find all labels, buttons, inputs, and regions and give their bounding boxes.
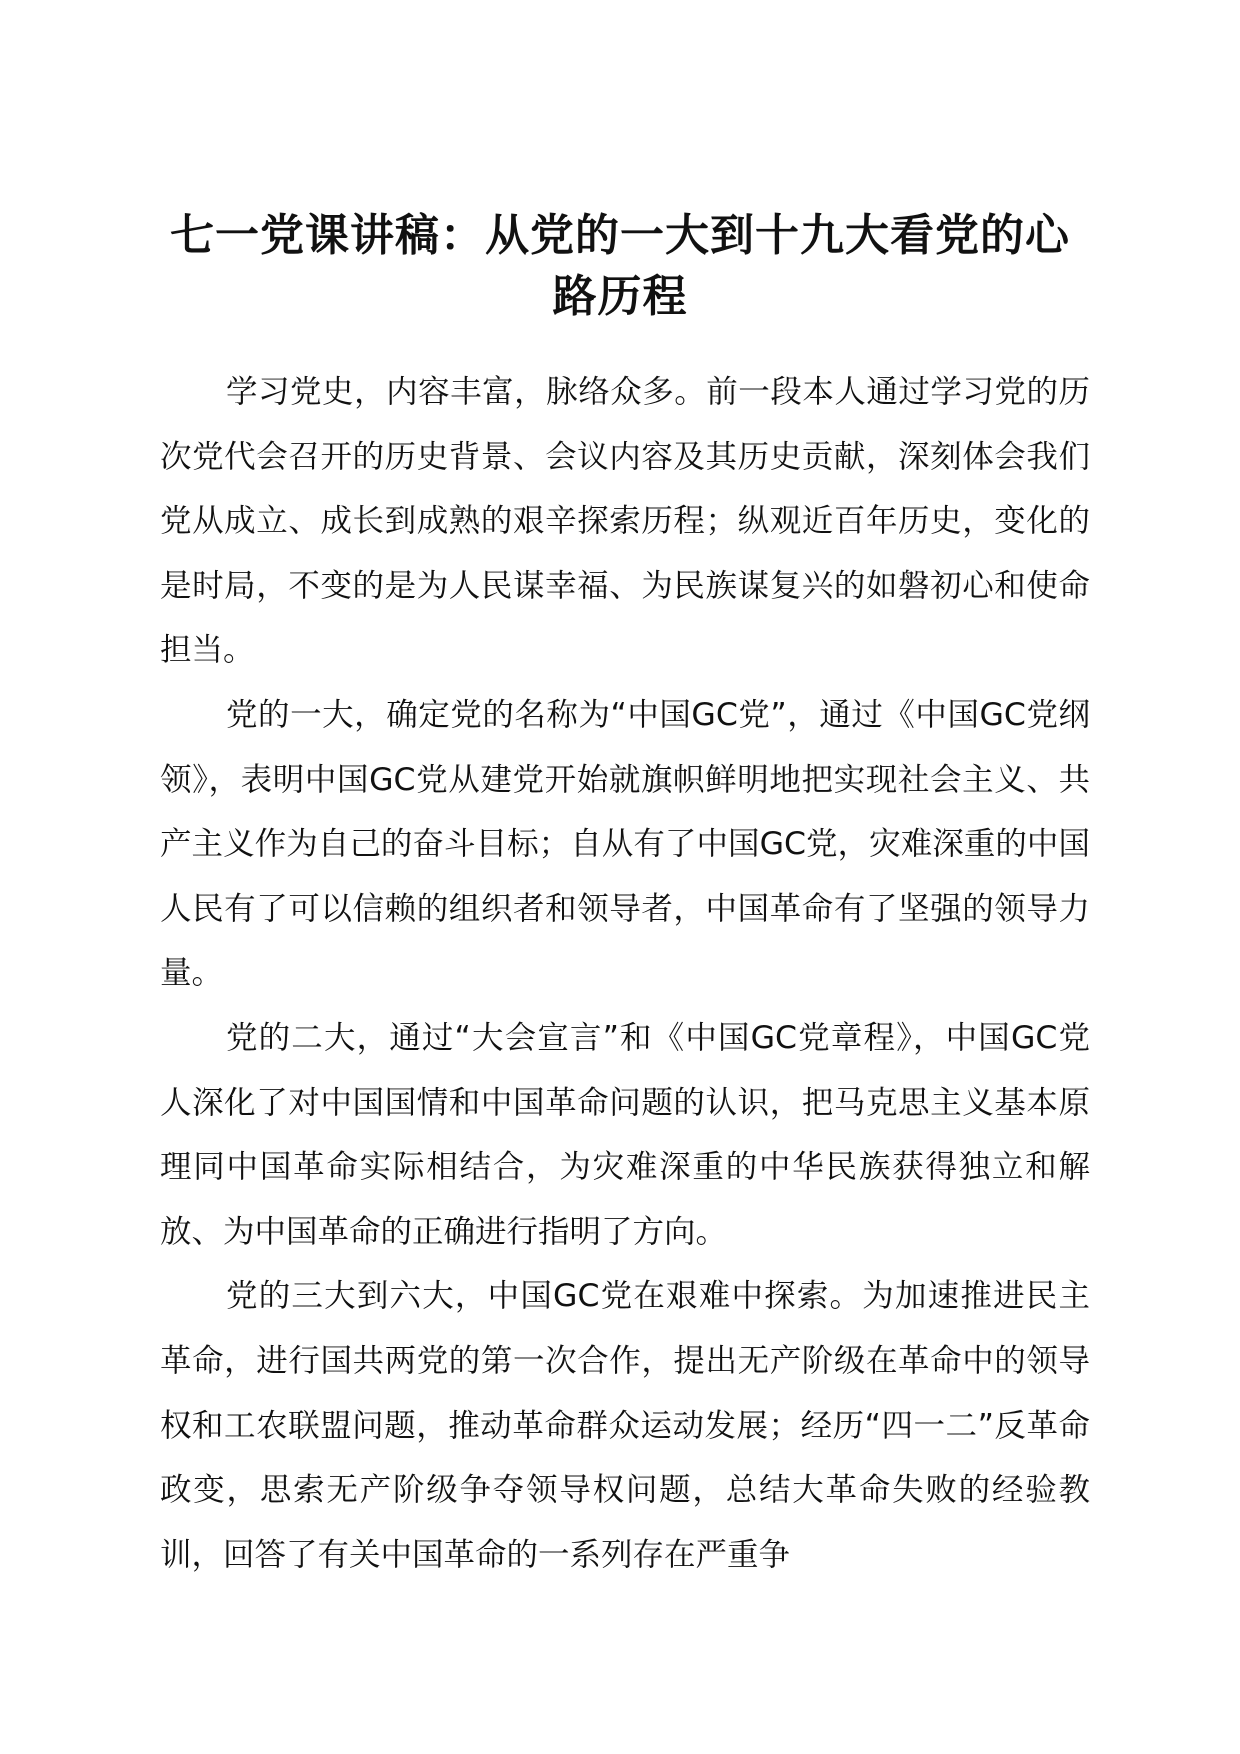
paragraph: 党的三大到六大，中国GC党在艰难中探索。为加速推进民主革命，进行国共两党的第一次合作，提出无产阶级在革命中的领导权和工农联盟问题，推动革命群众运动发展；经历“四一二”反革命政变，思索无产阶级争夺领导权问题，总结大革命失败的经验教训，回答了有关中国革命的一系列存在严重争 [160, 1278, 1090, 1573]
paragraph: 党的一大，确定党的名称为“中国GC党”，通过《中国GC党纲领》，表明中国GC党从建党开始就旗帜鲜明地把实现社会主义、共产主义作为自己的奋斗目标；自从有了中国GC党，灾难深重的中国人民有了可以信赖的组织者和领导者，中国革命有了坚强的领导力量。 [160, 696, 1090, 992]
paragraph: 学习党史，内容丰富，脉络众多。前一段本人通过学习党的历次党代会召开的历史背景、会议内容及其历史贡献，深刻体会我们党从成立、成长到成熟的艰辛探索历程；纵观近百年历史，变化的是时局，不变的是为人民谋幸福、为民族谋复兴的如磐初心和使命担当。 [160, 374, 1090, 669]
paragraph: 党的二大，通过“大会宣言”和《中国GC党章程》，中国GC党人深化了对中国国情和中国革命问题的认识，把马克思主义基本原理同中国革命实际相结合，为灾难深重的中华民族获得独立和解放、为中国革命的正确进行指明了方向。 [160, 1019, 1090, 1250]
document-body [160, 360, 1090, 1587]
document-title: 七一党课讲稿：从党的一大到十九大看党的心路历程 [170, 210, 1070, 322]
